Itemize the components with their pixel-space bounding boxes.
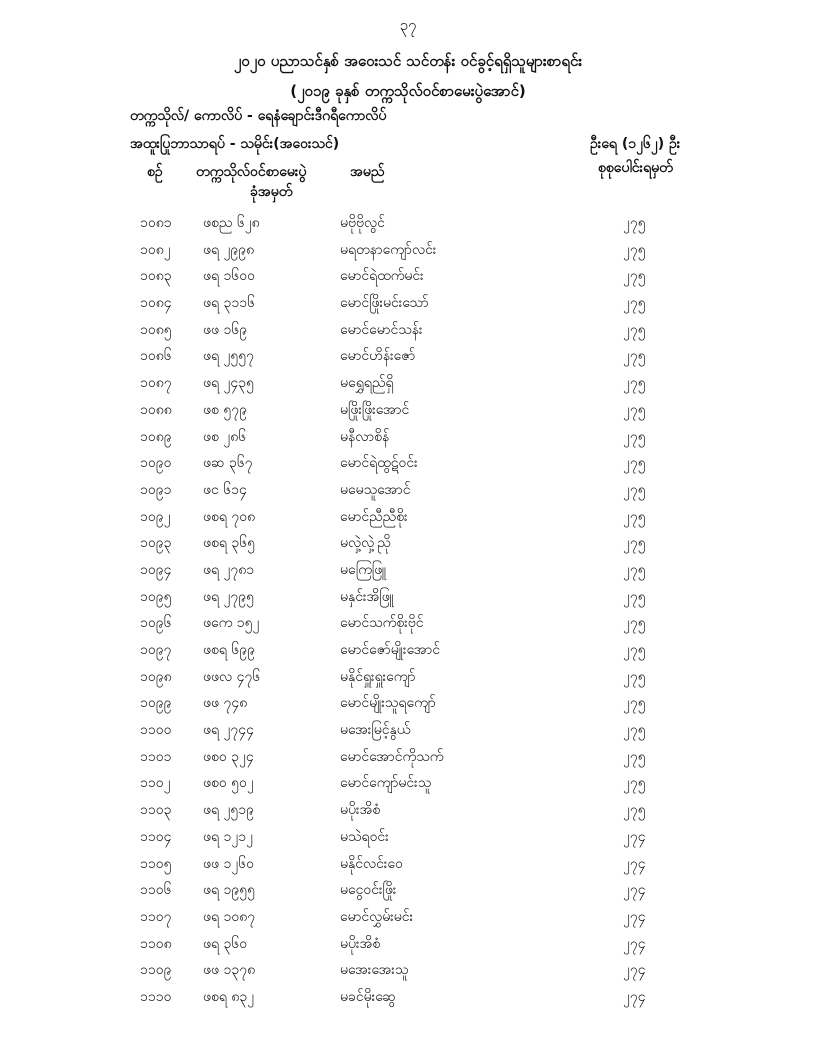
table-row <box>0 880 816 907</box>
table-row <box>0 613 816 640</box>
row-total-marks: ၂၇၅ <box>623 401 646 418</box>
row-seq: ၁၀၈၆ <box>140 348 172 365</box>
table-row <box>0 453 816 480</box>
row-seq: ၁၀၈၂ <box>140 241 171 258</box>
row-name: မရတနာကျော်လင်း <box>340 241 437 258</box>
row-total-marks: ၂၇၅ <box>623 241 646 258</box>
row-exam-roll: ဖစရ ၇၀၈ <box>203 508 256 525</box>
row-total-marks: ၂၇၅ <box>623 535 646 552</box>
document-subtitle: (၂၀၁၉ ခုနှစ် တက္ကသိုလ်ဝင်စာမေးပွဲအောင်) <box>290 82 526 100</box>
table-row <box>0 560 816 587</box>
row-seq: ၁၀၉၉ <box>140 695 172 712</box>
row-seq: ၁၁၀၅ <box>140 855 172 872</box>
table-row <box>0 800 816 827</box>
row-exam-roll: ဖစ ၂၈၆ <box>203 428 247 445</box>
table-row <box>0 373 816 400</box>
row-exam-roll: ဖရ ၂၇၉၅ <box>203 588 254 605</box>
row-total-marks: ၂၇၄ <box>623 988 646 1005</box>
row-name: မောင်ကျော်မင်းသူ <box>340 775 432 792</box>
row-seq: ၁၀၈၈ <box>140 401 172 418</box>
row-name: မောင်ရဲထွဋ်ဝင်း <box>340 455 418 472</box>
row-exam-roll: ဖစ ၅၇၉ <box>203 401 247 418</box>
row-exam-roll: ဖဖလ ၄၇၆ <box>203 668 261 685</box>
table-row <box>0 720 816 747</box>
row-total-marks: ၂၇၄ <box>623 935 646 952</box>
row-total-marks: ၂၇၅ <box>623 722 646 739</box>
row-total-marks: ၂၇၄ <box>623 828 646 845</box>
row-exam-roll: ဖရ ၂၄၃၅ <box>203 375 254 392</box>
row-total-marks: ၂၇၅ <box>623 348 646 365</box>
page-number: ၃၇ <box>399 16 417 34</box>
row-name: မောင်လွှမ်းမင်း <box>340 908 414 925</box>
row-exam-roll: ဖရ ၂၅၁၉ <box>203 802 254 819</box>
row-name: မနှင်းအိဖြူ <box>340 588 394 605</box>
row-exam-roll: ဖဖ ၁၆၉ <box>203 321 248 338</box>
table-row <box>0 400 816 427</box>
row-seq: ၁၀၉၁ <box>140 481 172 498</box>
row-seq: ၁၀၈၇ <box>140 375 172 392</box>
row-exam-roll: ဖရ ၂၇၈၁ <box>203 561 255 578</box>
row-exam-roll: ဖဆ ၃၆၇ <box>203 455 253 472</box>
row-total-marks: ၂၇၅ <box>623 668 646 685</box>
table-row <box>0 747 816 774</box>
row-total-marks: ၂၇၄ <box>623 855 646 872</box>
row-name: မပိုးအိစံ <box>340 935 381 952</box>
table-row <box>0 587 816 614</box>
row-seq: ၁၁၀၀ <box>140 722 172 739</box>
row-exam-roll: ဖရ ၁၂၁၂ <box>203 828 253 845</box>
row-seq: ၁၀၉၈ <box>140 668 172 685</box>
table-row <box>0 854 816 881</box>
row-seq: ၁၀၉၂ <box>140 508 171 525</box>
row-total-marks: ၂၇၅ <box>623 375 646 392</box>
results-table <box>0 213 816 1014</box>
row-seq: ၁၁၀၇ <box>140 908 172 925</box>
row-seq: ၁၁၀၁ <box>140 748 172 765</box>
row-exam-roll: ဖရ ၃၁၁၆ <box>203 295 255 312</box>
table-row <box>0 480 816 507</box>
row-seq: ၁၀၉၆ <box>140 615 172 632</box>
table-row <box>0 266 816 293</box>
table-row <box>0 320 816 347</box>
table-row <box>0 934 816 961</box>
row-exam-roll: ဖစရ ၈၃၂ <box>203 988 255 1005</box>
row-seq: ၁၀၉၅ <box>140 588 172 605</box>
row-seq: ၁၁၀၄ <box>140 828 172 845</box>
row-exam-roll: ဖရ ၁၉၅၅ <box>203 882 255 899</box>
row-seq: ၁၁၀၂ <box>140 775 171 792</box>
major-line: အထူးပြုဘာသာရပ် - သမိုင်း(အဝေးသင်) <box>130 136 340 152</box>
row-total-marks: ၂၇၄ <box>623 882 646 899</box>
row-seq: ၁၁၀၉ <box>140 962 172 979</box>
row-name: မောင်ဇော်မျိုးအောင် <box>340 642 441 658</box>
row-total-marks: ၂၇၅ <box>623 321 646 338</box>
table-row <box>0 507 816 534</box>
row-name: မောင်ဖြိုးမင်းသော် <box>340 295 429 312</box>
row-exam-roll: ဖရ ၂၇၄၄ <box>203 722 254 739</box>
column-header-total-marks: စုစုပေါင်းရမှတ် <box>598 160 673 176</box>
column-header-seq: စဉ် <box>147 164 163 180</box>
row-seq: ၁၀၈၄ <box>140 295 172 312</box>
table-row <box>0 213 816 240</box>
row-total-marks: ၂၇၅ <box>623 642 646 658</box>
row-seq: ၁၁၀၈ <box>140 935 172 952</box>
row-exam-roll: ဖရ ၁၆၀၀ <box>203 268 255 285</box>
table-row <box>0 240 816 267</box>
row-exam-roll: ဖဖ ၁၂၆၀ <box>203 855 254 872</box>
row-seq: ၁၀၉၄ <box>140 561 172 578</box>
document-title: ၂၀၂၀ ပညာသင်နှစ် အဝေးသင် သင်တန်း ဝင်ခွင့်ရရှိသူများစာရင်း <box>233 52 583 70</box>
row-name: မောင်ရဲထက်မင်း <box>340 268 424 285</box>
row-total-marks: ၂၇၅ <box>623 802 646 819</box>
row-total-marks: ၂၇၅ <box>623 561 646 578</box>
table-row <box>0 427 816 454</box>
row-total-marks: ၂၇၅ <box>623 481 646 498</box>
row-seq: ၁၀၈၃ <box>140 268 172 285</box>
row-name: မနီလာစိန် <box>340 428 390 445</box>
row-name: မောင်မောင်သန်း <box>340 321 423 338</box>
row-seq: ၁၀၈၉ <box>140 428 172 445</box>
row-seq: ၁၀၉၃ <box>140 535 172 552</box>
row-name: မသဲရဝင်း <box>340 828 389 845</box>
row-seq: ၁၀၈၅ <box>140 321 172 338</box>
row-exam-roll: ဖရ ၃၆၀ <box>203 935 248 952</box>
row-name: မအေးအေးသူ <box>340 962 409 979</box>
row-exam-roll: ဖဖ ၁၃၇၈ <box>203 962 256 979</box>
row-name: မကြေဖြူ <box>340 561 387 578</box>
row-name: မဖြိုးဖြိုးအောင် <box>340 401 410 418</box>
row-seq: ၁၀၈၁ <box>140 215 172 231</box>
row-exam-roll: ဖရ ၁၀၈၇ <box>203 908 256 925</box>
row-total-marks: ၂၇၅ <box>623 215 646 231</box>
row-exam-roll: ဖစဝ ၅၀၂ <box>203 775 254 792</box>
row-total-marks: ၂၇၄ <box>623 908 646 925</box>
row-total-marks: ၂၇၅ <box>623 588 646 605</box>
row-exam-roll: ဖစဝ ၃၂၄ <box>203 748 254 765</box>
row-name: မောင်ဟိန်းဇော် <box>340 348 416 365</box>
table-row <box>0 346 816 373</box>
row-name: မပိုးအိစံ <box>340 802 381 819</box>
table-row <box>0 640 816 667</box>
row-seq: ၁၀၉၇ <box>140 642 172 658</box>
column-header-name: အမည် <box>350 164 385 180</box>
table-row <box>0 693 816 720</box>
row-name: မဗိုဗိုလွင် <box>340 215 385 231</box>
row-exam-roll: ဖစရ ၃၆၅ <box>203 535 255 552</box>
row-name: မငွေဝင်းဖြိုး <box>340 882 397 899</box>
row-total-marks: ၂၇၅ <box>623 508 646 525</box>
row-seq: ၁၁၀၆ <box>140 882 172 899</box>
row-name: မလှဲ့လှဲ့ညို <box>340 535 391 552</box>
table-row <box>0 907 816 934</box>
table-row <box>0 827 816 854</box>
table-row <box>0 960 816 987</box>
row-exam-roll: ဖင ၆၁၄ <box>203 481 247 498</box>
row-total-marks: ၂၇၅ <box>623 455 646 472</box>
row-total-marks: ၂၇၅ <box>623 295 646 312</box>
row-name: မခင်မိုးဆွေ <box>340 988 396 1005</box>
row-total-marks: ၂၇၅ <box>623 428 646 445</box>
row-total-marks: ၂၇၅ <box>623 695 646 712</box>
row-exam-roll: ဖဖ ၇၄၈ <box>203 695 248 712</box>
column-header-exam-roll: တက္ကသိုလ်ဝင်စာမေးပွဲ <box>196 164 307 180</box>
row-total-marks: ၂၇၅ <box>623 775 646 792</box>
row-total-marks: ၂၇၅ <box>623 268 646 285</box>
row-exam-roll: ဖစရ ၆၉၉ <box>203 642 255 658</box>
row-seq: ၁၁၀၃ <box>140 802 172 819</box>
row-name: မရွှေရည်ရှိ <box>340 375 394 392</box>
row-exam-roll: ဖရ ၂၅၅၇ <box>203 348 254 365</box>
row-name: မမေသူအောင် <box>340 481 411 498</box>
table-row <box>0 667 816 694</box>
row-exam-roll: ဖရ ၂၉၉၈ <box>203 241 255 258</box>
quota-line: ဦးရေ (၁၂၆၂) ဦး <box>590 136 681 152</box>
row-name: မောင်အောင်ကိုသက် <box>340 748 444 765</box>
university-line: တက္ကသိုလ်/ ကောလိပ် - ရေနံချောင်းဒီဂရီကောလိပ် <box>130 108 387 124</box>
row-total-marks: ၂၇၅ <box>623 615 646 632</box>
row-exam-roll: ဖစည ၆၂၈ <box>203 215 260 231</box>
row-name: မောင်ညီညီစိုး <box>340 508 408 525</box>
row-name: မောင်သက်စိုးဗိုင် <box>340 615 424 632</box>
row-name: မောင်မျိုးသူရကျော် <box>340 695 436 712</box>
row-name: မနိုင်လင်းဝေ <box>340 855 403 872</box>
row-name: မအေးမြင့်နွယ် <box>340 722 411 739</box>
row-total-marks: ၂၇၄ <box>623 962 646 979</box>
column-header-exam-roll-2: ခုံအမှတ် <box>250 184 293 200</box>
table-row <box>0 987 816 1014</box>
row-total-marks: ၂၇၅ <box>623 748 646 765</box>
row-seq: ၁၁၁၀ <box>140 988 172 1005</box>
table-row <box>0 533 816 560</box>
row-name: မနိုင်ရှူးရှူးကျော် <box>340 668 416 685</box>
table-row <box>0 293 816 320</box>
row-exam-roll: ဖကေ ၁၅၂ <box>203 615 260 632</box>
row-seq: ၁၀၉၀ <box>140 455 172 472</box>
table-row <box>0 773 816 800</box>
